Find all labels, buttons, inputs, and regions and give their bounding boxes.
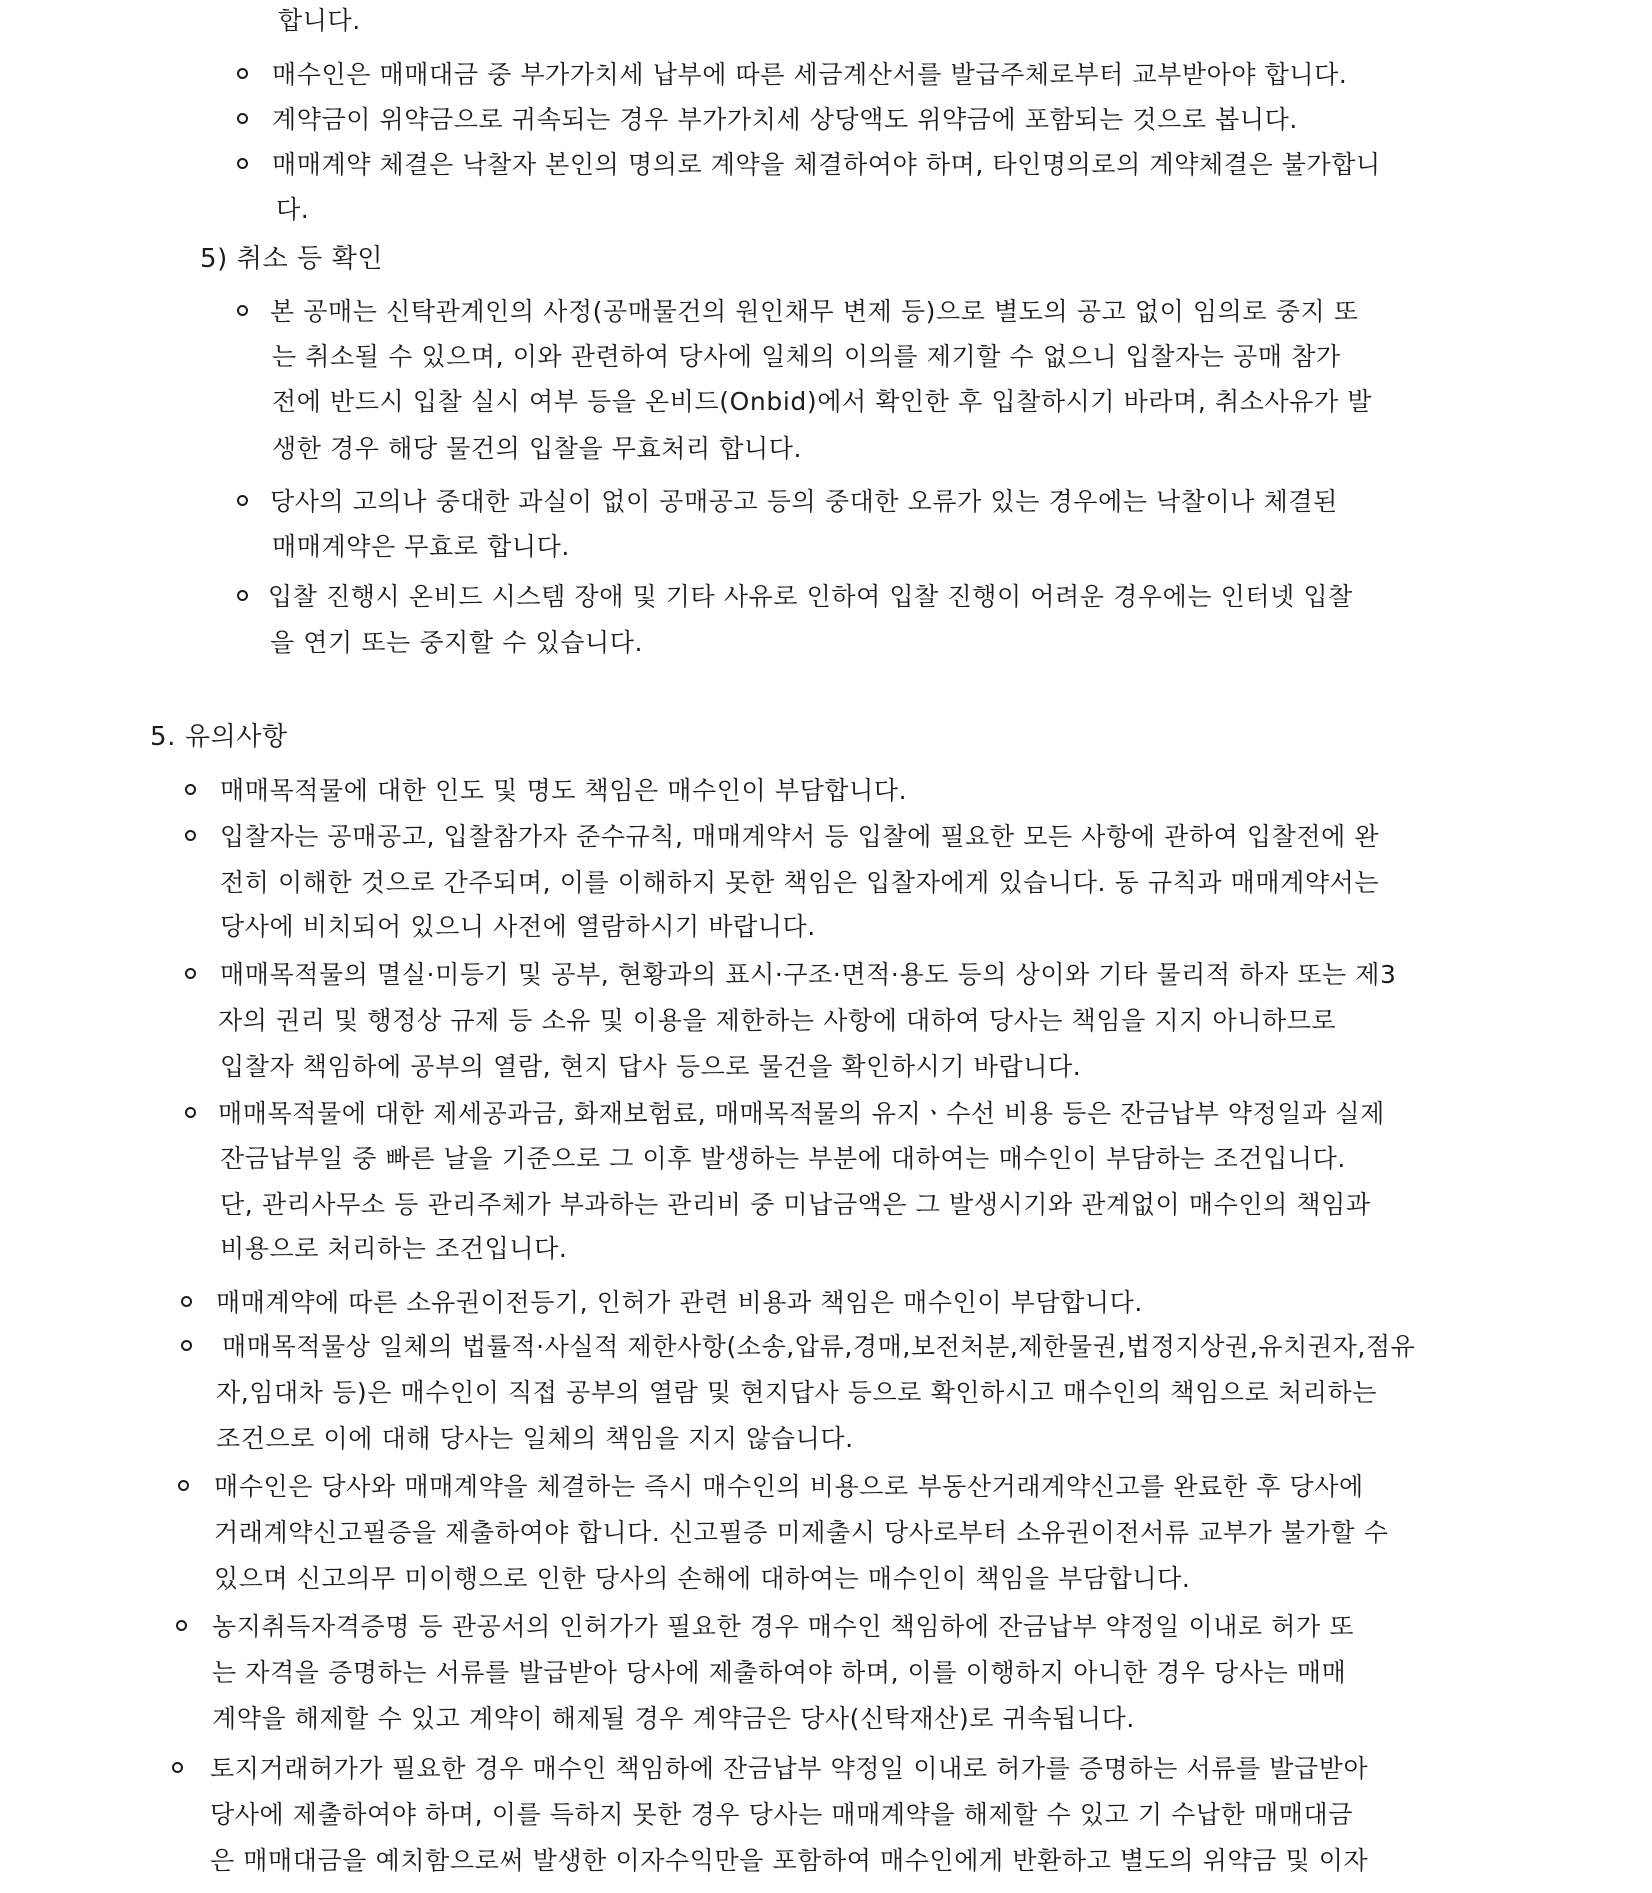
- bullet-icon: [181, 1296, 192, 1307]
- text-line: 당사에 제출하여야 하며, 이를 득하지 못한 경우 당사는 매매계약을 해제할 수 있고 기 수납한 매매대금: [210, 1800, 1353, 1829]
- text-line: 는 자격을 증명하는 서류를 발급받아 당사에 제출하여야 하며, 이를 이행하지 아니한 경우 당사는 매매: [212, 1658, 1347, 1687]
- bullet-icon: [176, 1620, 187, 1631]
- text-line: 매매계약은 무효로 합니다.: [272, 532, 570, 561]
- text-line: 계약을 해제할 수 있고 계약이 해제될 경우 계약금은 당사(신탁재산)로 귀속됩니다.: [212, 1704, 1135, 1733]
- text-line: 전히 이해한 것으로 간주되며, 이를 이해하지 못한 책임은 입찰자에게 있습니다. 동 규칙과 매매계약서는: [220, 868, 1380, 897]
- text-line: 생한 경우 해당 물건의 입찰을 무효처리 합니다.: [272, 434, 803, 463]
- text-line: 합니다.: [278, 6, 361, 35]
- text-line: 을 연기 또는 중지할 수 있습니다.: [270, 628, 644, 657]
- bullet-icon: [185, 830, 196, 841]
- bullet-icon: [185, 784, 196, 795]
- bullet-icon: [237, 158, 248, 169]
- text-line: 매매계약에 따른 소유권이전등기, 인허가 관련 비용과 책임은 매수인이 부담합니다.: [216, 1288, 1143, 1317]
- text-line: 는 취소될 수 있으며, 이와 관련하여 당사에 일체의 이의를 제기할 수 없으니 입찰자는 공매 참가: [272, 342, 1341, 371]
- text-line: 매수인은 당사와 매매계약을 체결하는 즉시 매수인의 비용으로 부동산거래계약신고를 완료한 후 당사에: [214, 1472, 1364, 1501]
- text-line: 매매목적물의 멸실·미등기 및 공부, 현황과의 표시·구조·면적·용도 등의 상이와 기타 물리적 하자 또는 제3: [220, 960, 1397, 989]
- text-line: 입찰자는 공매공고, 입찰참가자 준수규칙, 매매계약서 등 입찰에 필요한 모든 사항에 관하여 입찰전에 완: [220, 822, 1380, 851]
- bullet-icon: [185, 968, 196, 979]
- text-line: 비용으로 처리하는 조건입니다.: [220, 1234, 568, 1263]
- text-line: 조건으로 이에 대해 당사는 일체의 책임을 지지 않습니다.: [216, 1424, 854, 1453]
- text-line: 있으며 신고의무 미이행으로 인한 당사의 손해에 대하여는 매수인이 책임을 부담합니다.: [214, 1564, 1191, 1593]
- text-line: 매수인은 매매대금 중 부가가치세 납부에 따른 세금계산서를 발급주체로부터 교부받아야 합니다.: [272, 60, 1348, 89]
- bullet-icon: [178, 1480, 189, 1491]
- text-line: 본 공매는 신탁관계인의 사정(공매물건의 원인채무 변제 등)으로 별도의 공고 없이 임의로 중지 또: [270, 297, 1359, 326]
- bullet-icon: [181, 1340, 192, 1351]
- text-line: 입찰 진행시 온비드 시스템 장애 및 기타 사유로 인하여 입찰 진행이 어려운 경우에는 인터넷 입찰: [268, 582, 1353, 611]
- bullet-icon: [185, 1107, 196, 1118]
- bullet-icon: [237, 590, 248, 601]
- text-line: 자의 권리 및 행정상 규제 등 소유 및 이용을 제한하는 사항에 대하여 당사는 책임을 지지 아니하므로: [218, 1006, 1337, 1035]
- text-line: 토지거래허가가 필요한 경우 매수인 책임하에 잔금납부 약정일 이내로 허가를 증명하는 서류를 발급받아: [210, 1754, 1369, 1783]
- bullet-icon: [237, 495, 248, 506]
- text-line: 다.: [276, 195, 310, 224]
- text-line: 잔금납부일 중 빠른 날을 기준으로 그 이후 발생하는 부분에 대하여는 매수인이 부담하는 조건입니다.: [220, 1144, 1346, 1173]
- text-line: 당사의 고의나 중대한 과실이 없이 공매공고 등의 중대한 오류가 있는 경우에는 낙찰이나 체결된: [270, 487, 1338, 516]
- text-line: 매매목적물상 일체의 법률적·사실적 제한사항(소송,압류,경매,보전처분,제한물권,법정지상권,유치권자,점유: [222, 1332, 1416, 1361]
- text-line: 농지취득자격증명 등 관공서의 인허가가 필요한 경우 매수인 책임하에 잔금납부 약정일 이내로 허가 또: [212, 1612, 1355, 1641]
- text-line: 매매목적물에 대한 제세공과금, 화재보험료, 매매목적물의 유지ㆍ수선 비용 등은 잔금납부 약정일과 실제: [218, 1099, 1385, 1128]
- bullet-icon: [172, 1762, 183, 1773]
- text-line: 매매목적물에 대한 인도 및 명도 책임은 매수인이 부담합니다.: [220, 776, 908, 805]
- text-line: 입찰자 책임하에 공부의 열람, 현지 답사 등으로 물건을 확인하시기 바랍니다.: [220, 1052, 1082, 1081]
- text-line: 자,임대차 등)은 매수인이 직접 공부의 열람 및 현지답사 등으로 확인하시고 매수인의 책임으로 처리하는: [216, 1378, 1377, 1407]
- text-line: 당사에 비치되어 있으니 사전에 열람하시기 바랍니다.: [220, 912, 816, 941]
- text-line: 전에 반드시 입찰 실시 여부 등을 온비드(Onbid)에서 확인한 후 입찰하시기 바라며, 취소사유가 발: [272, 387, 1373, 416]
- text-line: 매매계약 체결은 낙찰자 본인의 명의로 계약을 체결하여야 하며, 타인명의로의 계약체결은 불가합니: [272, 150, 1381, 179]
- section-heading: 5. 유의사항: [150, 722, 288, 752]
- section-heading: 5) 취소 등 확인: [200, 244, 384, 274]
- text-line: 계약금이 위약금으로 귀속되는 경우 부가가치세 상당액도 위약금에 포함되는 것으로 봅니다.: [272, 105, 1298, 134]
- text-line: 단, 관리사무소 등 관리주체가 부과하는 관리비 중 미납금액은 그 발생시기와 관계없이 매수인의 책임과: [220, 1190, 1371, 1219]
- text-line: 거래계약신고필증을 제출하여야 합니다. 신고필증 미제출시 당사로부터 소유권이전서류 교부가 불가할 수: [214, 1518, 1389, 1547]
- text-line: 은 매매대금을 예치함으로써 발생한 이자수익만을 포함하여 매수인에게 반환하고 별도의 위약금 및 이자: [210, 1846, 1369, 1875]
- bullet-icon: [237, 68, 248, 79]
- bullet-icon: [237, 113, 248, 124]
- bullet-icon: [237, 305, 248, 316]
